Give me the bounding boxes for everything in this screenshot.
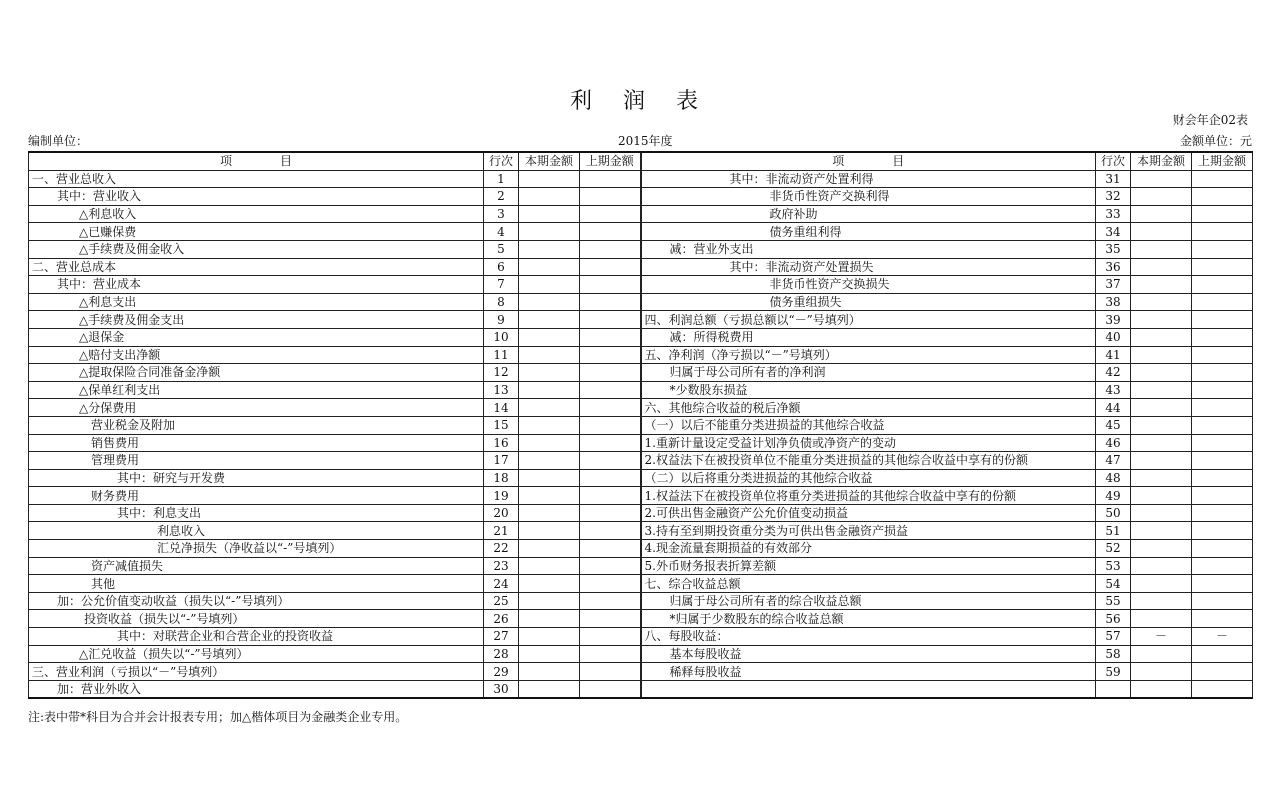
right-current-amount: [1131, 311, 1192, 329]
right-prior-amount: [1192, 575, 1253, 593]
right-current-amount: [1131, 504, 1192, 522]
left-line-no: 26: [484, 610, 519, 628]
right-item-label: 4.现金流量套期损益的有效部分: [641, 540, 1096, 558]
right-item-label: （一）以后不能重分类进损益的其他综合收益: [641, 416, 1096, 434]
left-item-label: 三、营业利润（亏损以“－”号填列）: [29, 663, 484, 681]
left-line-no: 25: [484, 592, 519, 610]
right-item-label: 归属于母公司所有者的净利润: [641, 364, 1096, 382]
left-item-label: 其中：营业成本: [29, 276, 484, 294]
table-row: [29, 522, 1253, 540]
header-row: [29, 152, 1253, 170]
right-current-amount: [1131, 381, 1192, 399]
right-item-label: 五、净利润（净亏损以“－”号填列）: [641, 346, 1096, 364]
left-item-label: △汇兑收益（损失以“-”号填列）: [29, 645, 484, 663]
left-item-label: △保单红利支出: [29, 381, 484, 399]
right-prior-amount: [1192, 610, 1253, 628]
table-row: [29, 276, 1253, 294]
footnote: 注:表中带*科目为合并会计报表专用；加△楷体项目为金融类企业专用。: [28, 710, 408, 724]
left-line-no: 8: [484, 293, 519, 311]
right-item-header: 项 目: [641, 152, 1096, 170]
left-prior-amount: [580, 205, 641, 223]
left-line-no: 29: [484, 663, 519, 681]
left-line-no: 10: [484, 328, 519, 346]
left-current-amount: [519, 592, 580, 610]
right-line-no: 31: [1096, 170, 1131, 188]
right-prior-amount: [1192, 592, 1253, 610]
right-item-label: 1.重新计量设定受益计划净负债或净资产的变动: [641, 434, 1096, 452]
right-prior-amount: [1192, 240, 1253, 258]
left-current-amount: [519, 540, 580, 558]
left-line-no: 27: [484, 628, 519, 646]
table-row: [29, 223, 1253, 241]
right-current-amount: [1131, 434, 1192, 452]
right-line-no: 39: [1096, 311, 1131, 329]
left-current-amount: [519, 364, 580, 382]
left-item-label: 其中：营业收入: [29, 188, 484, 206]
left-line-no: 28: [484, 645, 519, 663]
left-prior-amount: [580, 680, 641, 698]
left-line-no: 21: [484, 522, 519, 540]
right-line-header: 行次: [1096, 152, 1131, 170]
left-line-no: 15: [484, 416, 519, 434]
table-row: [29, 364, 1253, 382]
right-current-amount: [1131, 522, 1192, 540]
left-current-amount: [519, 223, 580, 241]
table-row: [29, 504, 1253, 522]
left-prior-amount: [580, 628, 641, 646]
right-current-amount: [1131, 663, 1192, 681]
table-row: [29, 240, 1253, 258]
right-prior-amount: [1192, 328, 1253, 346]
right-prior-amount: [1192, 311, 1253, 329]
right-prior-amount: [1192, 522, 1253, 540]
left-prior-amount: [580, 223, 641, 241]
left-item-label: 其中：利息支出: [29, 504, 484, 522]
left-prior-amount: [580, 663, 641, 681]
left-prior-header: 上期金额: [580, 152, 641, 170]
table-row: [29, 592, 1253, 610]
right-line-no: 47: [1096, 452, 1131, 470]
left-item-label: 其中：研究与开发费: [29, 469, 484, 487]
left-prior-amount: [580, 487, 641, 505]
left-current-amount: [519, 610, 580, 628]
report-title: 利 润 表: [570, 89, 710, 114]
right-line-no: 38: [1096, 293, 1131, 311]
left-current-amount: [519, 469, 580, 487]
right-prior-amount: [1192, 680, 1253, 698]
left-item-label: △退保金: [29, 328, 484, 346]
left-current-amount: [519, 188, 580, 206]
left-current-amount: [519, 328, 580, 346]
right-prior-amount: [1192, 170, 1253, 188]
left-item-label: 财务费用: [29, 487, 484, 505]
left-prior-amount: [580, 258, 641, 276]
left-item-label: △分保费用: [29, 399, 484, 417]
left-current-amount: [519, 575, 580, 593]
right-prior-amount: [1192, 452, 1253, 470]
right-current-amount: [1131, 592, 1192, 610]
left-current-amount: [519, 170, 580, 188]
right-item-label: *少数股东损益: [641, 381, 1096, 399]
right-line-no: 48: [1096, 469, 1131, 487]
left-prior-amount: [580, 293, 641, 311]
table-row: [29, 170, 1253, 188]
right-prior-amount: [1192, 469, 1253, 487]
right-item-label: 稀释每股收益: [641, 663, 1096, 681]
right-prior-amount: [1192, 223, 1253, 241]
right-prior-amount: [1192, 557, 1253, 575]
report-period: 2015年度: [618, 134, 673, 148]
table-row: [29, 205, 1253, 223]
right-current-amount: [1131, 240, 1192, 258]
left-prior-amount: [580, 540, 641, 558]
right-line-no: 44: [1096, 399, 1131, 417]
table-row: [29, 381, 1253, 399]
right-prior-amount: [1192, 504, 1253, 522]
right-current-amount: [1131, 328, 1192, 346]
right-line-no: 53: [1096, 557, 1131, 575]
right-line-no: 33: [1096, 205, 1131, 223]
left-line-no: 23: [484, 557, 519, 575]
right-prior-amount: [1192, 188, 1253, 206]
right-item-label: [641, 680, 1096, 698]
left-item-label: △手续费及佣金收入: [29, 240, 484, 258]
table-row: [29, 452, 1253, 470]
right-prior-amount: [1192, 346, 1253, 364]
left-prior-amount: [580, 469, 641, 487]
table-row: [29, 680, 1253, 698]
right-item-label: 归属于母公司所有者的综合收益总额: [641, 592, 1096, 610]
right-line-no: 34: [1096, 223, 1131, 241]
report-meta-row: [28, 132, 1252, 148]
right-item-label: 基本每股收益: [641, 645, 1096, 663]
left-current-amount: [519, 487, 580, 505]
left-current-amount: [519, 416, 580, 434]
left-prior-amount: [580, 311, 641, 329]
right-line-no: 35: [1096, 240, 1131, 258]
right-prior-amount: [1192, 434, 1253, 452]
right-item-label: 四、利润总额（亏损总额以“－”号填列）: [641, 311, 1096, 329]
right-item-label: 六、其他综合收益的税后净额: [641, 399, 1096, 417]
left-line-no: 2: [484, 188, 519, 206]
left-current-amount: [519, 276, 580, 294]
right-prior-amount: [1192, 364, 1253, 382]
table-row: [29, 346, 1253, 364]
right-prior-amount: [1192, 293, 1253, 311]
left-current-amount: [519, 258, 580, 276]
right-prior-amount: [1192, 205, 1253, 223]
right-item-label: 政府补助: [641, 205, 1096, 223]
right-current-amount: [1131, 170, 1192, 188]
right-current-amount: [1131, 276, 1192, 294]
left-current-amount: [519, 205, 580, 223]
right-line-no: 58: [1096, 645, 1131, 663]
table-row: [29, 663, 1253, 681]
left-current-amount: [519, 680, 580, 698]
left-item-label: 加：营业外收入: [29, 680, 484, 698]
right-item-label: 1.权益法下在被投资单位将重分类进损益的其他综合收益中享有的份额: [641, 487, 1096, 505]
table-row: [29, 399, 1253, 417]
table-row: [29, 416, 1253, 434]
right-prior-amount: [1192, 487, 1253, 505]
table-row: [29, 258, 1253, 276]
right-current-amount: [1131, 452, 1192, 470]
table-row: [29, 188, 1253, 206]
left-item-label: 汇兑净损失（净收益以“-”号填列）: [29, 540, 484, 558]
right-prior-amount: [1192, 645, 1253, 663]
right-line-no: 52: [1096, 540, 1131, 558]
table-row: [29, 328, 1253, 346]
left-line-no: 30: [484, 680, 519, 698]
right-item-label: 其中：非流动资产处置利得: [641, 170, 1096, 188]
right-line-no: 49: [1096, 487, 1131, 505]
right-current-amount: [1131, 416, 1192, 434]
right-current-header: 本期金额: [1131, 152, 1192, 170]
right-current-amount: [1131, 188, 1192, 206]
left-item-label: 管理费用: [29, 452, 484, 470]
right-current-amount: [1131, 540, 1192, 558]
right-prior-amount: [1192, 399, 1253, 417]
right-current-amount: [1131, 258, 1192, 276]
table-row: [29, 434, 1253, 452]
left-line-header: 行次: [484, 152, 519, 170]
left-line-no: 6: [484, 258, 519, 276]
left-current-amount: [519, 504, 580, 522]
left-prior-amount: [580, 504, 641, 522]
left-prior-amount: [580, 188, 641, 206]
table-row: [29, 487, 1253, 505]
right-line-no: 54: [1096, 575, 1131, 593]
left-current-amount: [519, 434, 580, 452]
right-item-label: 非货币性资产交换利得: [641, 188, 1096, 206]
right-line-no: 51: [1096, 522, 1131, 540]
right-item-label: *归属于少数股东的综合收益总额: [641, 610, 1096, 628]
left-line-no: 9: [484, 311, 519, 329]
right-line-no: 36: [1096, 258, 1131, 276]
right-item-label: 债务重组损失: [641, 293, 1096, 311]
left-item-label: 其他: [29, 575, 484, 593]
right-prior-amount: [1192, 540, 1253, 558]
left-current-amount: [519, 452, 580, 470]
right-current-amount: [1131, 575, 1192, 593]
left-line-no: 1: [484, 170, 519, 188]
left-item-label: 一、营业总收入: [29, 170, 484, 188]
left-prior-amount: [580, 364, 641, 382]
table-row: [29, 311, 1253, 329]
right-line-no: 55: [1096, 592, 1131, 610]
right-line-no: 56: [1096, 610, 1131, 628]
right-prior-amount: [1192, 416, 1253, 434]
currency-unit: 金额单位：元: [1179, 134, 1252, 148]
right-item-label: 减：所得税费用: [641, 328, 1096, 346]
left-line-no: 12: [484, 364, 519, 382]
table-row: [29, 610, 1253, 628]
left-current-amount: [519, 346, 580, 364]
left-current-amount: [519, 399, 580, 417]
right-current-amount: [1131, 364, 1192, 382]
right-line-no: 50: [1096, 504, 1131, 522]
left-prior-amount: [580, 170, 641, 188]
right-line-no: 59: [1096, 663, 1131, 681]
right-current-amount: [1131, 399, 1192, 417]
left-prior-amount: [580, 575, 641, 593]
left-line-no: 17: [484, 452, 519, 470]
left-item-label: 投资收益（损失以“-”号填列）: [29, 610, 484, 628]
table-row: [29, 293, 1253, 311]
left-current-amount: [519, 663, 580, 681]
right-item-label: 其中：非流动资产处置损失: [641, 258, 1096, 276]
left-line-no: 18: [484, 469, 519, 487]
table-row: [29, 645, 1253, 663]
left-prior-amount: [580, 328, 641, 346]
table-row: [29, 628, 1253, 646]
left-line-no: 4: [484, 223, 519, 241]
left-item-label: △提取保险合同准备金净额: [29, 364, 484, 382]
right-line-no: 37: [1096, 276, 1131, 294]
form-number: 财会年企02表: [1172, 113, 1248, 127]
left-current-amount: [519, 557, 580, 575]
left-item-label: △利息收入: [29, 205, 484, 223]
left-line-no: 24: [484, 575, 519, 593]
left-prior-amount: [580, 434, 641, 452]
table-row: [29, 540, 1253, 558]
right-current-amount: [1131, 205, 1192, 223]
right-item-label: 减：营业外支出: [641, 240, 1096, 258]
left-line-no: 19: [484, 487, 519, 505]
right-current-amount: [1131, 645, 1192, 663]
right-item-label: 八、每股收益：: [641, 628, 1096, 646]
left-item-label: 利息收入: [29, 522, 484, 540]
left-line-no: 22: [484, 540, 519, 558]
right-current-amount: －: [1131, 628, 1192, 646]
left-prior-amount: [580, 645, 641, 663]
left-prior-amount: [580, 381, 641, 399]
right-line-no: 42: [1096, 364, 1131, 382]
left-prior-amount: [580, 522, 641, 540]
right-prior-amount: [1192, 258, 1253, 276]
left-item-header: 项 目: [29, 152, 484, 170]
left-current-amount: [519, 311, 580, 329]
left-prior-amount: [580, 452, 641, 470]
left-item-label: △手续费及佣金支出: [29, 311, 484, 329]
right-current-amount: [1131, 223, 1192, 241]
left-prior-amount: [580, 276, 641, 294]
left-prior-amount: [580, 346, 641, 364]
left-line-no: 7: [484, 276, 519, 294]
left-current-amount: [519, 522, 580, 540]
left-prior-amount: [580, 240, 641, 258]
right-current-amount: [1131, 487, 1192, 505]
left-prior-amount: [580, 610, 641, 628]
right-item-label: 债务重组利得: [641, 223, 1096, 241]
left-line-no: 3: [484, 205, 519, 223]
left-current-amount: [519, 645, 580, 663]
left-item-label: 加：公允价值变动收益（损失以“-”号填列）: [29, 592, 484, 610]
left-item-label: 营业税金及附加: [29, 416, 484, 434]
left-item-label: 资产减值损失: [29, 557, 484, 575]
right-item-label: 2.权益法下在被投资单位不能重分类进损益的其他综合收益中享有的份额: [641, 452, 1096, 470]
right-item-label: 3.持有至到期投资重分类为可供出售金融资产损益: [641, 522, 1096, 540]
left-item-label: △利息支出: [29, 293, 484, 311]
left-current-amount: [519, 293, 580, 311]
left-line-no: 14: [484, 399, 519, 417]
right-item-label: 非货币性资产交换损失: [641, 276, 1096, 294]
left-line-no: 11: [484, 346, 519, 364]
left-prior-amount: [580, 399, 641, 417]
income-statement-table: [28, 151, 1253, 699]
right-current-amount: [1131, 346, 1192, 364]
right-line-no: 32: [1096, 188, 1131, 206]
right-current-amount: [1131, 293, 1192, 311]
right-line-no: 46: [1096, 434, 1131, 452]
left-item-label: △赔付支出净额: [29, 346, 484, 364]
right-line-no: 41: [1096, 346, 1131, 364]
left-prior-amount: [580, 592, 641, 610]
right-current-amount: [1131, 680, 1192, 698]
left-line-no: 16: [484, 434, 519, 452]
right-prior-amount: [1192, 276, 1253, 294]
table-row: [29, 557, 1253, 575]
left-prior-amount: [580, 416, 641, 434]
left-prior-amount: [580, 557, 641, 575]
left-item-label: 二、营业总成本: [29, 258, 484, 276]
left-item-label: 其中：对联营企业和合营企业的投资收益: [29, 628, 484, 646]
right-line-no: 57: [1096, 628, 1131, 646]
right-prior-amount: [1192, 663, 1253, 681]
right-current-amount: [1131, 469, 1192, 487]
right-line-no: [1096, 680, 1131, 698]
table-row: [29, 575, 1253, 593]
right-item-label: 七、综合收益总额: [641, 575, 1096, 593]
left-line-no: 20: [484, 504, 519, 522]
left-current-amount: [519, 628, 580, 646]
left-current-amount: [519, 240, 580, 258]
left-current-amount: [519, 381, 580, 399]
left-line-no: 13: [484, 381, 519, 399]
left-line-no: 5: [484, 240, 519, 258]
right-prior-header: 上期金额: [1192, 152, 1253, 170]
left-item-label: △已赚保费: [29, 223, 484, 241]
left-current-header: 本期金额: [519, 152, 580, 170]
right-item-label: （二）以后将重分类进损益的其他综合收益: [641, 469, 1096, 487]
org-label: 编制单位：: [28, 134, 89, 148]
right-prior-amount: －: [1192, 628, 1253, 646]
right-current-amount: [1131, 557, 1192, 575]
right-item-label: 5.外币财务报表折算差额: [641, 557, 1096, 575]
right-line-no: 40: [1096, 328, 1131, 346]
right-line-no: 43: [1096, 381, 1131, 399]
left-item-label: 销售费用: [29, 434, 484, 452]
right-line-no: 45: [1096, 416, 1131, 434]
right-prior-amount: [1192, 381, 1253, 399]
table-row: [29, 469, 1253, 487]
right-current-amount: [1131, 610, 1192, 628]
right-item-label: 2.可供出售金融资产公允价值变动损益: [641, 504, 1096, 522]
